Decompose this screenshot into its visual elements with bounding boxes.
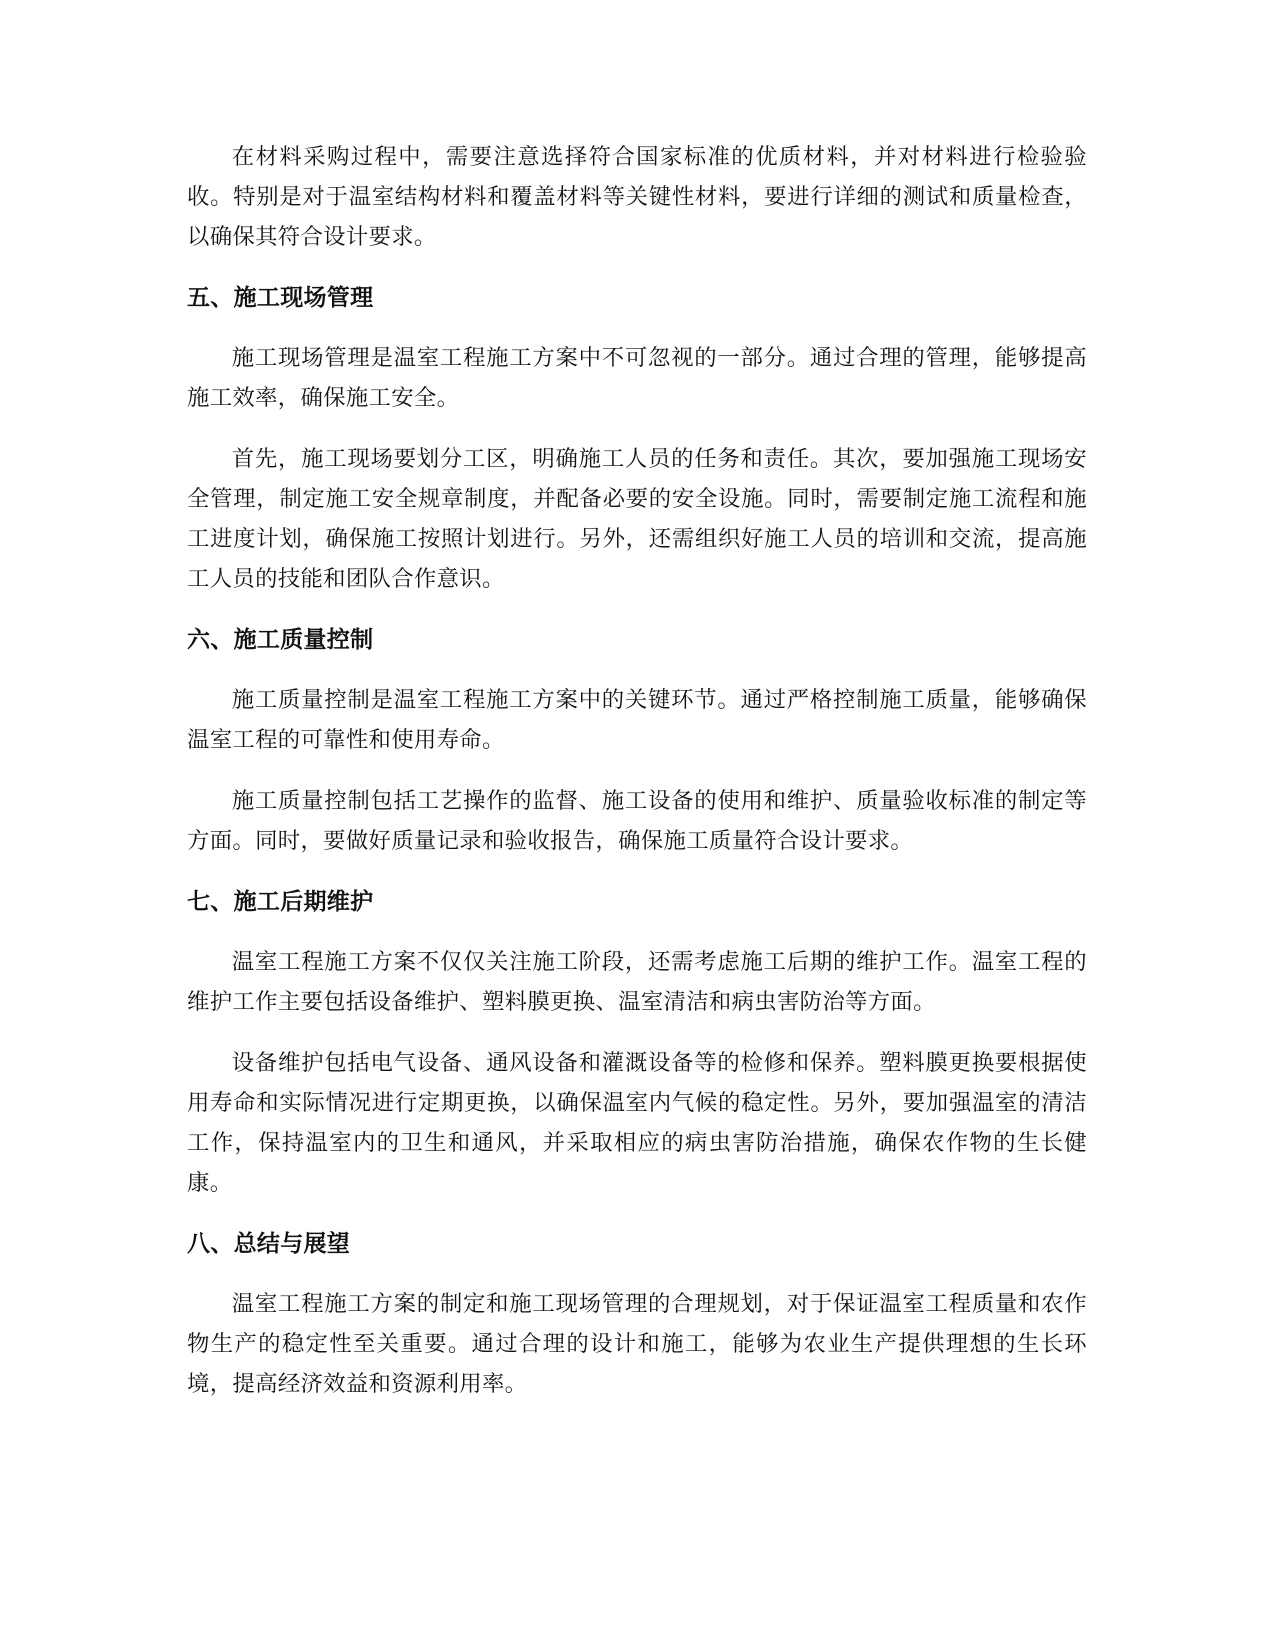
- section-title-quality-control: 六、施工质量控制: [187, 627, 374, 653]
- section-title-post-construction-maintenance: 七、施工后期维护: [187, 889, 374, 915]
- intro-paragraph: 在材料采购过程中，需要注意选择符合国家标准的优质材料，并对材料进行检验验收。特别是对于温室结构材料和覆盖材料等关键性材料，要进行详细的测试和质量检查，以确保其符合设计要求。: [187, 144, 1087, 250]
- section-paragraph: 首先，施工现场要划分工区，明确施工人员的任务和责任。其次，要加强施工现场安全管理，制定施工安全规章制度，并配备必要的安全设施。同时，需要制定施工流程和施工进度计划，确保施工按照计划进行。另外，还需组织好施工人员的培训和交流，提高施工人员的技能和团队合作意识。: [187, 446, 1087, 592]
- section-paragraph: 温室工程施工方案的制定和施工现场管理的合理规划，对于保证温室工程质量和农作物生产的稳定性至关重要。通过合理的设计和施工，能够为农业生产提供理想的生长环境，提高经济效益和资源利用率。: [187, 1291, 1087, 1397]
- section-paragraph: 设备维护包括电气设备、通风设备和灌溉设备等的检修和保养。塑料膜更换要根据使用寿命和实际情况进行定期更换，以确保温室内气候的稳定性。另外，要加强温室的清洁工作，保持温室内的卫生和通风，并采取相应的病虫害防治措施，确保农作物的生长健康。: [187, 1050, 1087, 1196]
- section-title-construction-site-management: 五、施工现场管理: [187, 285, 374, 311]
- document-page: [187, 137, 1087, 1425]
- section-paragraph: 施工质量控制包括工艺操作的监督、施工设备的使用和维护、质量验收标准的制定等方面。同时，要做好质量记录和验收报告，确保施工质量符合设计要求。: [187, 788, 1087, 854]
- section-paragraph: 施工现场管理是温室工程施工方案中不可忽视的一部分。通过合理的管理，能够提高施工效率，确保施工安全。: [187, 345, 1087, 411]
- section-title-summary-outlook: 八、总结与展望: [187, 1231, 351, 1257]
- section-paragraph: 温室工程施工方案不仅仅关注施工阶段，还需考虑施工后期的维护工作。温室工程的维护工作主要包括设备维护、塑料膜更换、温室清洁和病虫害防治等方面。: [187, 949, 1087, 1015]
- section-paragraph: 施工质量控制是温室工程施工方案中的关键环节。通过严格控制施工质量，能够确保温室工程的可靠性和使用寿命。: [187, 687, 1087, 753]
